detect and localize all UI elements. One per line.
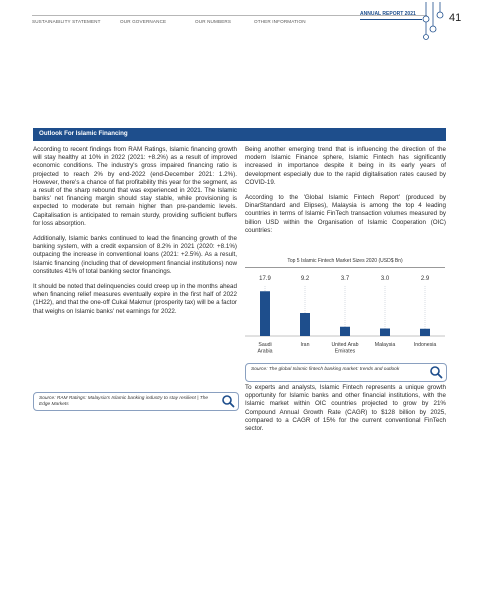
circuit-decoration-icon bbox=[420, 2, 446, 42]
magnifier-icon[interactable] bbox=[429, 365, 443, 379]
chart-category-label: Iran bbox=[300, 342, 310, 348]
right-closing-paragraph bbox=[245, 384, 446, 440]
left-paragraph-2: Additionally, Islamic banks continued to lead the financing growth of the banking system, with a credit expansion of 8.2% in 2021 (2020: +8.1%) outpacing the increase in conventional loans (2021: +2.5%). As a result, Islamic financing (including that of development financial institutions) now constitutes 41% of total banking sector financings. bbox=[33, 235, 237, 275]
right-source-text: Source: The global Islamic fintech banking market: trends and outlook bbox=[251, 367, 400, 372]
annual-report-label: ANNUAL REPORT 2021 bbox=[360, 11, 416, 17]
left-source-box[interactable] bbox=[33, 392, 239, 411]
right-source-box[interactable] bbox=[245, 363, 447, 382]
chart-value-label: 2.9 bbox=[420, 276, 430, 282]
chart-category-label: Saudi Arabia bbox=[257, 342, 273, 355]
chart-bar bbox=[340, 327, 350, 336]
right-paragraph-2: According to the 'Global Islamic Fintech Report' (produced by DinarStandard and Elipses), Malaysia is among the top 4 leading countries in terms of Islamic FinTech transaction volumes measured by billion USD within the Organisation of Islamic Cooperation (OIC) countries: bbox=[245, 194, 446, 234]
chart-value-label: 3.0 bbox=[380, 276, 390, 282]
section-header-bar bbox=[33, 128, 446, 141]
magnifier-icon[interactable] bbox=[221, 394, 235, 408]
right-paragraph-1: Being another emerging trend that is influencing the direction of the modern Islamic Finance sphere, Islamic Fintech has significantly increased in importance despite it being in its early years of development especially due to the rapid digitalisation rates caused by COVID-19. bbox=[245, 146, 446, 186]
chart-value-label: 3.7 bbox=[340, 276, 350, 282]
chart-bar bbox=[300, 313, 310, 336]
nav-our-numbers[interactable]: OUR NUMBERS bbox=[195, 19, 232, 24]
chart-bar bbox=[420, 329, 430, 336]
chart-bar bbox=[260, 291, 270, 336]
report-label-underline bbox=[360, 19, 422, 20]
right-paragraph-3: To experts and analysts, Islamic Fintech represents a unique growth opportunity for Islamic banks and other financial institutions, with the Islamic market within OIC countries projected to grow by 21% Compound Annual Growth Rate (CAGR) to $128 billion by 2025, compared to a CAGR of 15% for the current conventional FinTech sector. bbox=[245, 384, 446, 433]
chart-title: Top 5 Islamic Fintech Market Sizes 2020 (USD$ Bn) bbox=[287, 258, 403, 264]
nav-sustainability-statement[interactable]: SUSTAINABILITY STATEMENT bbox=[32, 19, 101, 24]
chart-category-label: United Arab Emirates bbox=[331, 342, 359, 355]
left-source-text: Source: RAM Ratings: Malaysia's Islamic banking industry to stay resilient | The Edge Markets bbox=[39, 396, 209, 407]
section-title: Outlook For Islamic Financing bbox=[39, 130, 128, 137]
page-number: 41 bbox=[449, 12, 462, 24]
chart-title-divider bbox=[245, 267, 445, 268]
fintech-market-bar-chart bbox=[245, 270, 445, 358]
left-paragraph-3: It should be noted that delinquencies could creep up in the months ahead when financing relief measures eventually expire in the first half of 2022 (1H22), and that the one-off Cukai Makmur (prosperity tax) will be a factor that weighs on Islamic banks' net earnings for 2022. bbox=[33, 283, 237, 315]
nav-our-governance[interactable]: OUR GOVERNANCE bbox=[120, 19, 167, 24]
left-paragraph-1: According to recent findings from RAM Ratings, Islamic financing growth will stay healthy at 10% in 2022 (2021: +8.2%) as a result of improved economic conditions. The industry's gross impaired financing ratio is projected to reach 2% by end-2022 (end-December 2021: 1.2%). However, there's a chance of flat profitability this year for the segment, as a result of the sharp rebound that was experienced in 2021. The Islamic banks' net financing margin should stay stable, while provisioning is expected to moderate but remain higher than pre-pandemic levels. Capitalisation is anticipated to remain sturdy, providing sufficient buffers for loss absorption. bbox=[33, 146, 237, 227]
nav-other-information[interactable]: OTHER INFORMATION bbox=[254, 19, 306, 24]
chart-category-label: Indonesia bbox=[413, 342, 437, 348]
left-column bbox=[33, 146, 237, 323]
chart-category-label: Malaysia bbox=[374, 342, 396, 348]
chart-value-label: 17.9 bbox=[259, 276, 271, 282]
right-column bbox=[245, 146, 446, 242]
chart-bar bbox=[380, 329, 390, 337]
chart-value-label: 9.2 bbox=[300, 276, 310, 282]
